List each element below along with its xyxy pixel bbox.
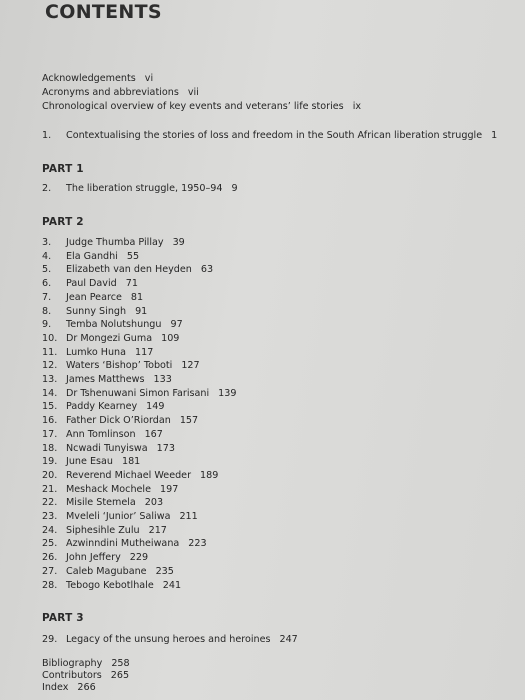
toc-entry: 21. Meshack Mochele 197 [42, 483, 179, 495]
toc-entry: Contributors 265 [42, 670, 130, 681]
toc-entry: 23. Mveleli ‘Junior’ Saliwa 211 [42, 511, 198, 523]
part-1-heading: PART 1 [42, 163, 84, 175]
toc-entry: 11. Lumko Huna 117 [42, 346, 154, 358]
part-2-heading: PART 2 [42, 216, 84, 228]
toc-entry: Chronological overview of key events and veterans’ life stories ix [42, 101, 362, 112]
toc-entry: 2. The liberation struggle, 1950–94 9 [42, 183, 238, 194]
toc-entry: 8. Sunny Singh 91 [42, 305, 148, 317]
toc-entry: Acronyms and abbreviations vii [42, 87, 199, 98]
toc-entry: 28. Tebogo Kebotlhale 241 [42, 579, 182, 591]
front-matter-list [42, 72, 361, 114]
toc-entry: 12. Waters ‘Bishop’ Toboti 127 [42, 360, 200, 372]
toc-entry: 3. Judge Thumba Pillay 39 [42, 237, 185, 248]
page-title: CONTENTS [45, 1, 162, 23]
toc-entry: 6. Paul David 71 [42, 278, 138, 290]
toc-entry: 14. Dr Tshenuwani Simon Farisani 139 [42, 387, 237, 399]
toc-entry: 13. James Matthews 133 [42, 374, 172, 386]
toc-entry: 22. Misile Stemela 203 [42, 497, 164, 509]
part-2-list [42, 236, 236, 592]
back-matter-list [42, 658, 130, 694]
part-3-heading: PART 3 [42, 612, 84, 624]
toc-entry: 4. Ela Gandhi 55 [42, 250, 140, 262]
toc-entry: 10. Dr Mongezi Guma 109 [42, 332, 180, 344]
toc-entry: 19. June Esau 181 [42, 456, 141, 468]
toc-entry: 25. Azwinndini Mutheiwana 223 [42, 538, 207, 550]
toc-entry: 5. Elizabeth van den Heyden 63 [42, 264, 214, 276]
part-1-list [42, 182, 238, 196]
part-3-list [42, 633, 298, 647]
toc-entry: 27. Caleb Magubane 235 [42, 565, 174, 577]
toc-entry: 7. Jean Pearce 81 [42, 291, 144, 303]
toc-entry: 24. Siphesihle Zulu 217 [42, 524, 167, 536]
toc-entry: 26. John Jeffery 229 [42, 552, 149, 564]
toc-entry-chapter-1: 1. Contextualising the stories of loss and freedom in the South African liberation struggle 1 [42, 130, 498, 141]
toc-entry: 17. Ann Tomlinson 167 [42, 428, 163, 440]
toc-entry: 16. Father Dick O’Riordan 157 [42, 415, 199, 427]
toc-entry: Bibliography 258 [42, 658, 130, 669]
toc-entry: Index 266 [42, 682, 96, 693]
toc-entry: 29. Legacy of the unsung heroes and heroines 247 [42, 634, 298, 645]
toc-entry: Acknowledgements vi [42, 73, 154, 84]
toc-entry: 9. Temba Nolutshungu 97 [42, 319, 183, 331]
toc-entry: 20. Reverend Michael Weeder 189 [42, 469, 219, 481]
toc-entry: 18. Ncwadi Tunyiswa 173 [42, 442, 175, 454]
toc-entry: 15. Paddy Kearney 149 [42, 401, 165, 413]
